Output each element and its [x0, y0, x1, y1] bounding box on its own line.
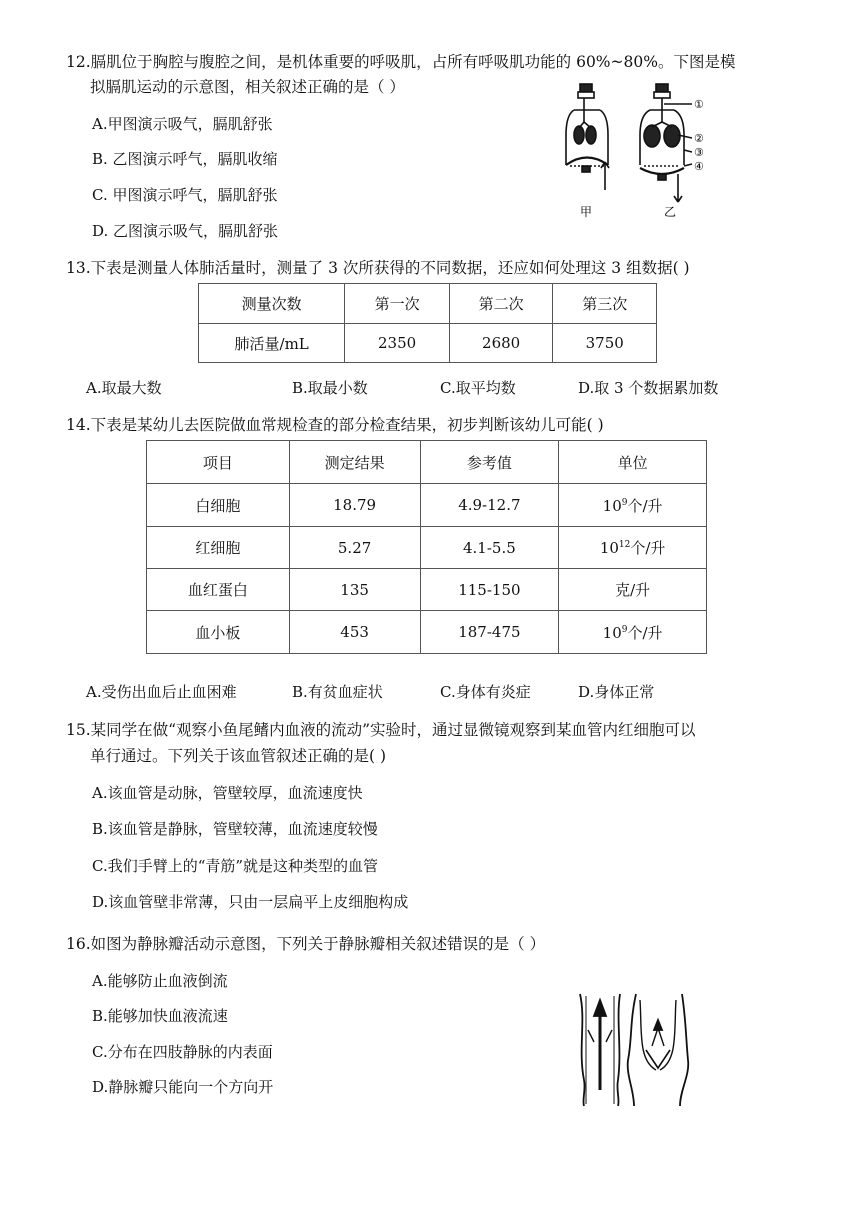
table-cell: 2350	[345, 324, 450, 363]
table-header-cell: 测量次数	[199, 284, 345, 324]
table-cell: 135	[289, 569, 420, 611]
jar-yi	[640, 84, 692, 202]
table-cell: 3750	[553, 324, 657, 363]
table-cell: 18.79	[289, 484, 420, 527]
table-row	[147, 611, 707, 654]
table-cell: 115-150	[420, 569, 559, 611]
table-header-cell: 参考值	[420, 441, 559, 484]
q14-option-a: A.受伤出血后止血困难	[86, 683, 237, 701]
marker-1: ①	[694, 98, 704, 111]
q13-option-b: B.取最小数	[292, 379, 368, 397]
q16-option-b: B.能够加快血液流速	[92, 1007, 228, 1025]
marker-3: ③	[694, 146, 704, 159]
q15-stem-line2: 单行通过。下列关于该血管叙述正确的是( )	[90, 747, 387, 765]
q15-option-a: A.该血管是动脉，管壁较厚，血流速度快	[92, 784, 363, 802]
q12-stem-line1: 12.膈肌位于胸腔与腹腔之间，是机体重要的呼吸肌，占所有呼吸肌功能的 60%~80%。下图是模	[66, 53, 736, 71]
table-cell: 白细胞	[147, 484, 290, 527]
q16-option-c: C.分布在四肢静脉的内表面	[92, 1043, 273, 1061]
table-cell: 453	[289, 611, 420, 654]
q14-option-c: C.身体有炎症	[440, 683, 531, 701]
unit-exponent: 9	[621, 624, 628, 635]
q16-option-a: A.能够防止血液倒流	[92, 972, 228, 990]
q14-option-b: B.有贫血症状	[292, 683, 383, 701]
table-header-cell: 单位	[559, 441, 707, 484]
unit-base: 10	[602, 496, 622, 515]
q16-option-d: D.静脉瓣只能向一个方向开	[92, 1078, 274, 1096]
q13-stem: 13.下表是测量人体肺活量时，测量了 3 次所获得的不同数据，还应如何处理这 3 组数据( )	[66, 259, 690, 277]
q12-option-c: C. 甲图演示呼气，膈肌舒张	[92, 186, 278, 204]
q14-option-d: D.身体正常	[578, 683, 655, 701]
table-cell: 187-475	[420, 611, 559, 654]
q13-option-a: A.取最大数	[86, 379, 162, 397]
unit-base: 10	[599, 539, 619, 557]
table-cell: 红细胞	[147, 527, 290, 569]
table-cell-unit	[559, 527, 707, 569]
q16-stem: 16.如图为静脉瓣活动示意图，下列关于静脉瓣相关叙述错误的是（ ）	[66, 935, 546, 953]
table-cell-unit	[559, 611, 707, 654]
q15-option-d: D.该血管壁非常薄，只由一层扁平上皮细胞构成	[92, 893, 409, 911]
venous-valve-figure	[572, 990, 692, 1108]
label-jia: 甲	[580, 205, 593, 219]
q15-stem-line1: 15.某同学在做“观察小鱼尾鳍内血液的流动”实验时，通过显微镜观察到某血管内红细胞可以	[66, 721, 696, 739]
q13-option-d: D.取 3 个数据累加数	[578, 379, 719, 397]
jar-jia	[566, 84, 609, 190]
table-cell: 肺活量/mL	[199, 324, 345, 363]
q12-option-a: A.甲图演示吸气，膈肌舒张	[92, 115, 273, 133]
q12-option-b: B. 乙图演示呼气，膈肌收缩	[92, 150, 278, 168]
q13-option-c: C.取平均数	[440, 379, 516, 397]
table-cell: 4.1-5.5	[420, 527, 559, 569]
vein-closed-valve	[628, 994, 689, 1106]
diaphragm-model-figure	[560, 80, 720, 230]
table-header-cell: 测定结果	[289, 441, 420, 484]
table-header-cell: 第三次	[553, 284, 657, 324]
marker-4: ④	[694, 160, 704, 173]
q13-table	[198, 283, 657, 363]
table-cell: 2680	[449, 324, 553, 363]
unit-exponent: 12	[618, 540, 631, 550]
unit-rest: 个/升	[627, 623, 663, 642]
table-cell-unit	[559, 484, 707, 527]
table-cell: 5.27	[289, 527, 420, 569]
table-cell: 血红蛋白	[147, 569, 290, 611]
vein-open-valve	[580, 994, 620, 1106]
table-header-cell: 项目	[147, 441, 290, 484]
table-row	[147, 527, 707, 569]
q15-option-b: B.该血管是静脉，管壁较薄，血流速度较慢	[92, 820, 378, 838]
unit-rest: 个/升	[627, 496, 663, 515]
q12-stem-line2: 拟膈肌运动的示意图，相关叙述正确的是（ ）	[90, 78, 405, 96]
marker-2: ②	[694, 132, 704, 145]
unit-base: 10	[602, 623, 622, 642]
table-header-cell: 第二次	[449, 284, 553, 324]
table-row	[199, 324, 657, 363]
q15-option-c: C.我们手臂上的“青筋”就是这种类型的血管	[92, 857, 379, 875]
table-row	[147, 569, 707, 611]
q14-stem: 14.下表是某幼儿去医院做血常规检查的部分检查结果，初步判断该幼儿可能( )	[66, 416, 604, 434]
unit-exponent: 9	[621, 497, 628, 508]
table-cell: 4.9-12.7	[420, 484, 559, 527]
q13-table-header	[199, 284, 657, 324]
table-cell-unit: 克/升	[559, 569, 707, 611]
q14-table-header	[147, 441, 707, 484]
table-cell: 血小板	[147, 611, 290, 654]
q14-table	[146, 440, 707, 654]
unit-rest: 个/升	[630, 539, 666, 557]
table-header-cell: 第一次	[345, 284, 450, 324]
table-row	[147, 484, 707, 527]
q12-option-d: D. 乙图演示吸气，膈肌舒张	[92, 222, 279, 240]
label-yi: 乙	[664, 205, 677, 219]
